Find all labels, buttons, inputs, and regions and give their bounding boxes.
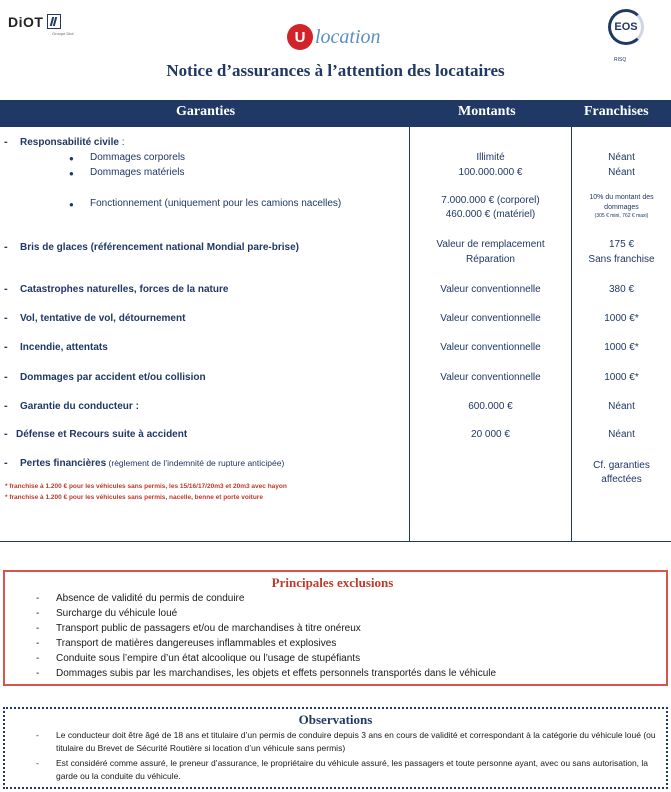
rc-fonct-montant: 460.000 € (matériel) xyxy=(445,209,536,220)
row-franchise: 175 € xyxy=(608,239,635,250)
row-montant: Valeur de remplacement xyxy=(436,239,545,250)
diot-emblem-icon xyxy=(47,14,61,29)
row-montant: 600.000 € xyxy=(468,401,513,412)
row-franchise: 1000 €* xyxy=(604,342,639,353)
row-dash: - xyxy=(4,241,8,253)
header-garanties: Garanties xyxy=(176,104,236,119)
bullet-icon: ● xyxy=(69,154,74,163)
eos-logo xyxy=(608,9,644,63)
column-divider xyxy=(409,127,410,541)
row-franchise: Sans franchise xyxy=(588,254,655,265)
rc-fonct-franchise: 10% du montant des xyxy=(589,194,654,201)
row-label: Défense et Recours suite à accident xyxy=(16,429,188,440)
row-label: Incendie, attentats xyxy=(20,342,108,353)
footnote: * franchise à 1.200 € pour les véhicules sans permis, nacelle, benne et porte voiture xyxy=(5,494,263,501)
row-label: Garantie du conducteur : xyxy=(20,401,139,412)
row-label: Dommages par accident et/ou collision xyxy=(20,372,206,383)
diot-logo xyxy=(8,14,74,36)
ulocation-logo xyxy=(287,24,381,50)
rc-item-label: Dommages matériels xyxy=(90,167,185,178)
rc-item-label: Dommages corporels xyxy=(90,152,186,163)
table-header xyxy=(0,100,671,127)
row-montant: Valeur conventionnelle xyxy=(440,342,541,353)
row-franchise: 380 € xyxy=(608,284,635,295)
row-montant: Valeur conventionnelle xyxy=(440,372,541,383)
table-bottom-border xyxy=(0,541,671,542)
footnote: * franchise à 1.200 € pour les véhicules sans permis, les 15/16/17/20m3 et 20m3 avec hayon xyxy=(5,483,287,490)
rc-item-franchise: Néant xyxy=(608,152,635,163)
row-franchise: 1000 €* xyxy=(604,372,639,383)
header-montants: Montants xyxy=(458,104,516,119)
bullet-icon: ● xyxy=(69,169,74,178)
exclusions-title: Principales exclusions xyxy=(271,575,394,590)
eos-wordmark: EOS xyxy=(614,20,638,33)
eos-subtitle: RISQ xyxy=(614,57,627,63)
u-circle-icon: U xyxy=(287,24,313,50)
row-franchise: Néant xyxy=(608,401,635,412)
row-dash: - xyxy=(4,341,8,353)
row-dash: - xyxy=(4,136,8,148)
ulocation-wordmark: location xyxy=(315,25,381,48)
row-dash: - xyxy=(4,283,8,295)
row-montant: Valeur conventionnelle xyxy=(440,313,541,324)
rc-fonct-franchise: (305 € mini, 762 € maxi) xyxy=(594,213,649,219)
row-dash: - xyxy=(4,371,8,383)
pertes-franchise: affectées xyxy=(601,474,642,485)
row-dash: - xyxy=(4,457,8,469)
observations-title: Observations xyxy=(298,712,373,727)
row-label: Vol, tentative de vol, détournement xyxy=(20,313,186,324)
row-montant: Réparation xyxy=(466,254,515,265)
row-franchise: 1000 €* xyxy=(604,313,639,324)
rc-item-montant: 100.000.000 € xyxy=(458,167,523,178)
rc-fonct-label: Fonctionnement (uniquement pour les camions nacelles) xyxy=(90,198,342,209)
bullet-icon: ● xyxy=(69,200,74,209)
row-montant: Valeur conventionnelle xyxy=(440,284,541,295)
pertes-label: Pertes financières (règlement de l’indemnité de rupture anticipée) xyxy=(20,458,285,469)
rc-fonct-franchise: dommages xyxy=(604,204,639,211)
row-franchise: Néant xyxy=(608,429,635,440)
rc-item-montant: Illimité xyxy=(476,152,505,163)
diot-wordmark: DiOT xyxy=(8,14,44,30)
row-dash: - xyxy=(4,400,8,412)
diot-subtitle: Groupe Diot xyxy=(52,31,74,36)
row-dash: - xyxy=(4,312,8,324)
row-montant: 20 000 € xyxy=(471,429,510,440)
page-title: Notice d’assurances à l’attention des locataires xyxy=(166,61,505,80)
header-franchises: Franchises xyxy=(584,104,649,119)
row-label: Bris de glaces (référencement national Mondial pare-brise) xyxy=(20,242,299,253)
rc-fonct-montant: 7.000.000 € (corporel) xyxy=(441,195,540,206)
rc-item-franchise: Néant xyxy=(608,167,635,178)
rc-label: Responsabilité civile : xyxy=(20,137,125,148)
pertes-franchise: Cf. garanties xyxy=(593,460,650,471)
row-dash: - xyxy=(4,428,8,440)
row-label: Catastrophes naturelles, forces de la nature xyxy=(20,284,229,295)
